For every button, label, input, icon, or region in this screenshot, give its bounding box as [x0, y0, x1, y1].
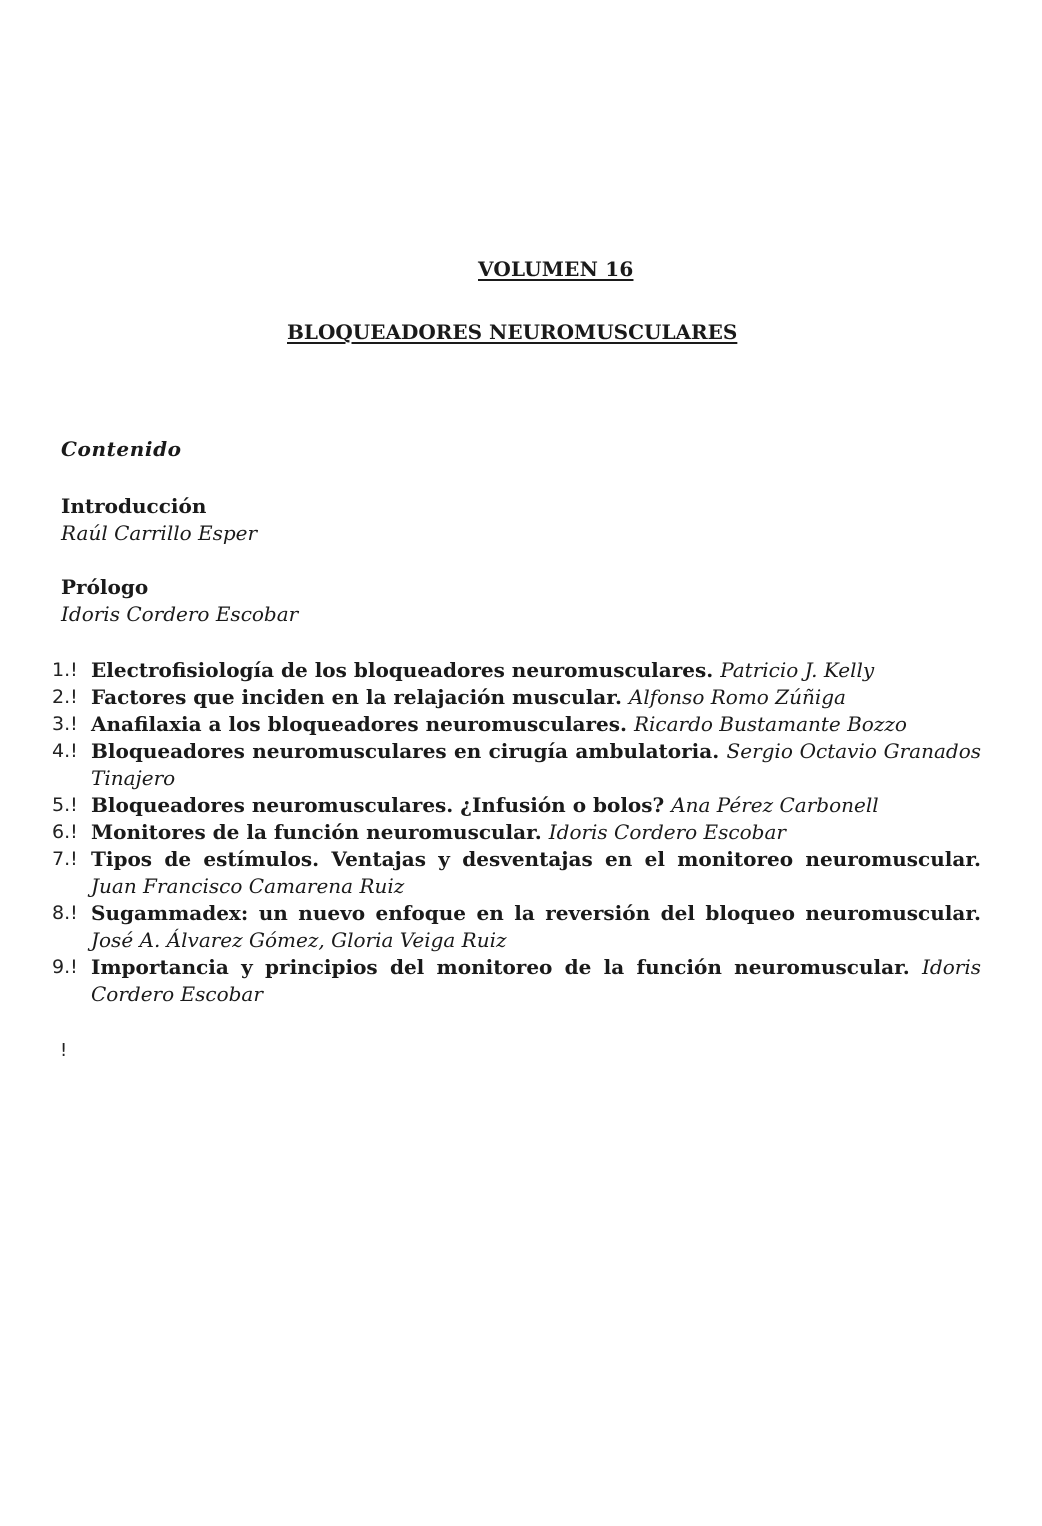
chapter-author: Idoris Cordero Escobar	[91, 955, 981, 1006]
book-title: BLOQUEADORES NEUROMUSCULARES	[287, 320, 738, 344]
prologue-heading: Prólogo	[61, 575, 149, 599]
chapter-entry	[0, 792, 981, 819]
chapter-number: 7.!	[52, 848, 78, 870]
chapter-title: Monitores de la función neuromuscular.	[91, 820, 549, 844]
prologue-author: Idoris Cordero Escobar	[61, 602, 299, 626]
chapter-author: Juan Francisco Camarena Ruiz	[91, 874, 405, 898]
chapter-title: Anafilaxia a los bloqueadores neuromusculares.	[91, 712, 634, 736]
prologue-entry	[61, 574, 298, 628]
chapter-entry	[0, 846, 981, 900]
chapter-entry	[0, 657, 981, 684]
chapter-entry	[0, 819, 981, 846]
chapter-entry	[0, 738, 981, 792]
chapter-number: 2.!	[52, 686, 78, 708]
introduction-heading: Introducción	[61, 494, 207, 518]
chapter-title: Electrofisiología de los bloqueadores neuromusculares.	[91, 658, 721, 682]
chapter-entry	[0, 954, 981, 1008]
contents-heading: Contenido	[61, 437, 182, 461]
chapter-number: 1.!	[52, 659, 78, 681]
chapter-author: Patricio J. Kelly	[720, 658, 875, 682]
chapter-title: Bloqueadores neuromusculares. ¿Infusión o bolos?	[91, 793, 672, 817]
chapter-entry	[0, 684, 981, 711]
chapter-title: Bloqueadores neuromusculares en cirugía ambulatoria.	[91, 739, 727, 763]
introduction-entry	[61, 493, 257, 547]
chapter-author: Ricardo Bustamante Bozzo	[633, 712, 907, 736]
chapter-author: Idoris Cordero Escobar	[548, 820, 786, 844]
chapter-author: José A. Álvarez Gómez, Gloria Veiga Ruiz	[91, 928, 507, 952]
chapter-entry	[0, 900, 981, 954]
trailing-mark: !	[60, 1040, 68, 1061]
chapter-number: 6.!	[52, 821, 78, 843]
chapter-number: 5.!	[52, 794, 78, 816]
introduction-author: Raúl Carrillo Esper	[61, 521, 258, 545]
chapter-number: 8.!	[52, 902, 78, 924]
volume-heading: VOLUMEN 16	[478, 257, 634, 281]
chapter-number: 9.!	[52, 956, 78, 978]
chapter-title: Importancia y principios del monitoreo de la función neuromuscular.	[91, 955, 923, 979]
chapter-number: 4.!	[52, 740, 78, 762]
chapter-title: Sugammadex: un nuevo enfoque en la reversión del bloqueo neuromuscular.	[91, 901, 981, 925]
table-of-contents	[0, 657, 1042, 1008]
chapter-author: Sergio Octavio Granados Tinajero	[91, 739, 981, 790]
chapter-title: Factores que inciden en la relajación muscular.	[91, 685, 629, 709]
chapter-author: Ana Pérez Carbonell	[671, 793, 879, 817]
chapter-author: Alfonso Romo Zúñiga	[628, 685, 846, 709]
chapter-number: 3.!	[52, 713, 78, 735]
chapter-entry	[0, 711, 981, 738]
chapter-title: Tipos de estímulos. Ventajas y desventajas en el monitoreo neuromuscular.	[91, 847, 981, 871]
